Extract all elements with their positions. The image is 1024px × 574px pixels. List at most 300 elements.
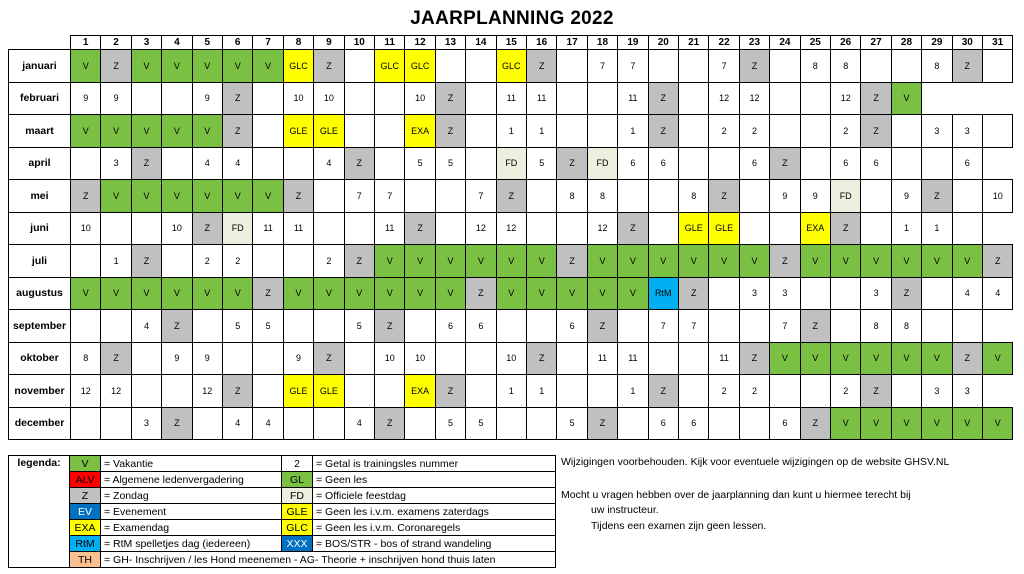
day-cell bbox=[344, 49, 375, 83]
day-header: 1 bbox=[70, 35, 101, 50]
day-header: 27 bbox=[860, 35, 891, 50]
legend-text: = Vakantie bbox=[100, 455, 282, 472]
day-cell: 4 bbox=[952, 277, 983, 311]
day-cell bbox=[374, 82, 405, 116]
day-cell bbox=[526, 212, 557, 246]
day-cell: 7 bbox=[769, 309, 800, 343]
day-cell bbox=[982, 49, 1013, 83]
day-cell: FD bbox=[587, 147, 618, 181]
day-cell: V bbox=[161, 277, 192, 311]
legend-label: legenda: bbox=[8, 455, 70, 568]
day-cell: V bbox=[830, 244, 861, 278]
day-cell: V bbox=[860, 407, 891, 441]
day-cell: V bbox=[800, 342, 831, 376]
day-cell: 3 bbox=[952, 374, 983, 408]
day-cell bbox=[496, 407, 527, 441]
day-cell: Z bbox=[891, 277, 922, 311]
day-header: 8 bbox=[283, 35, 314, 50]
day-cell: 11 bbox=[283, 212, 314, 246]
day-cell: V bbox=[222, 277, 253, 311]
day-cell: Z bbox=[435, 82, 466, 116]
day-cell: 12 bbox=[587, 212, 618, 246]
day-cell: 3 bbox=[952, 114, 983, 148]
day-cell: 2 bbox=[222, 244, 253, 278]
day-cell bbox=[252, 147, 283, 181]
day-cell bbox=[404, 309, 435, 343]
day-cell: Z bbox=[617, 212, 648, 246]
day-cell: V bbox=[708, 244, 739, 278]
day-cell: 7 bbox=[708, 49, 739, 83]
day-cell: 8 bbox=[830, 49, 861, 83]
day-cell: V bbox=[496, 244, 527, 278]
day-cell bbox=[404, 179, 435, 213]
day-header: 9 bbox=[313, 35, 344, 50]
legend-code: XXX bbox=[281, 535, 313, 552]
day-cell: V bbox=[192, 277, 223, 311]
day-header: 18 bbox=[587, 35, 618, 50]
month-label: oktober bbox=[8, 342, 71, 376]
day-cell bbox=[769, 212, 800, 246]
day-cell: Z bbox=[100, 342, 131, 376]
day-cell: V bbox=[404, 244, 435, 278]
day-cell bbox=[617, 407, 648, 441]
day-cell: 10 bbox=[70, 212, 101, 246]
day-cell bbox=[860, 49, 891, 83]
day-cell: 2 bbox=[192, 244, 223, 278]
day-cell bbox=[100, 212, 131, 246]
day-cell: V bbox=[192, 179, 223, 213]
day-cell: V bbox=[891, 342, 922, 376]
day-cell: V bbox=[952, 407, 983, 441]
legend-code: RtM bbox=[69, 535, 101, 552]
day-cell bbox=[526, 407, 557, 441]
day-cell: Z bbox=[131, 244, 162, 278]
month-label: februari bbox=[8, 82, 71, 116]
day-header: 14 bbox=[465, 35, 496, 50]
day-cell: Z bbox=[465, 277, 496, 311]
day-cell: 10 bbox=[404, 342, 435, 376]
day-cell: 6 bbox=[769, 407, 800, 441]
day-cell bbox=[860, 212, 891, 246]
day-cell bbox=[860, 179, 891, 213]
day-cell: 12 bbox=[496, 212, 527, 246]
day-cell: Z bbox=[435, 114, 466, 148]
day-header: 13 bbox=[435, 35, 466, 50]
day-cell bbox=[192, 309, 223, 343]
day-cell: 3 bbox=[921, 374, 952, 408]
day-cell: 8 bbox=[891, 309, 922, 343]
day-cell: 6 bbox=[556, 309, 587, 343]
day-header: 6 bbox=[222, 35, 253, 50]
day-cell: V bbox=[891, 82, 922, 116]
day-cell: Z bbox=[344, 147, 375, 181]
day-cell: 8 bbox=[800, 49, 831, 83]
day-cell: 6 bbox=[952, 147, 983, 181]
day-cell: 9 bbox=[192, 342, 223, 376]
day-cell: V bbox=[70, 114, 101, 148]
day-cell: 10 bbox=[982, 179, 1013, 213]
day-cell bbox=[526, 179, 557, 213]
day-cell bbox=[952, 179, 983, 213]
day-cell: 7 bbox=[465, 179, 496, 213]
day-cell: V bbox=[192, 114, 223, 148]
day-cell bbox=[344, 82, 375, 116]
day-cell: 6 bbox=[465, 309, 496, 343]
day-cell: Z bbox=[800, 407, 831, 441]
day-cell: 7 bbox=[617, 49, 648, 83]
day-cell: 12 bbox=[192, 374, 223, 408]
legend-text: = Officiele feestdag bbox=[312, 487, 556, 504]
day-cell: Z bbox=[192, 212, 223, 246]
day-cell: Z bbox=[435, 374, 466, 408]
day-header: 19 bbox=[617, 35, 648, 50]
day-cell: Z bbox=[313, 49, 344, 83]
day-cell: V bbox=[374, 244, 405, 278]
day-header: 21 bbox=[678, 35, 709, 50]
day-cell: V bbox=[678, 244, 709, 278]
day-cell bbox=[800, 82, 831, 116]
legend-code: V bbox=[69, 455, 101, 472]
day-cell bbox=[465, 147, 496, 181]
day-cell bbox=[252, 244, 283, 278]
day-cell: 10 bbox=[283, 82, 314, 116]
legend-code: EXA bbox=[69, 519, 101, 536]
day-cell: 1 bbox=[526, 114, 557, 148]
day-cell bbox=[708, 277, 739, 311]
day-cell bbox=[891, 114, 922, 148]
day-cell bbox=[952, 212, 983, 246]
legend-code: FD bbox=[281, 487, 313, 504]
page-title: JAARPLANNING 2022 bbox=[410, 8, 614, 29]
day-cell: 5 bbox=[344, 309, 375, 343]
day-cell: V bbox=[587, 244, 618, 278]
day-cell: V bbox=[739, 244, 770, 278]
day-cell bbox=[708, 309, 739, 343]
day-cell: 4 bbox=[131, 309, 162, 343]
day-cell: Z bbox=[678, 277, 709, 311]
day-cell: V bbox=[131, 179, 162, 213]
day-cell: GLE bbox=[283, 114, 314, 148]
day-cell bbox=[952, 309, 983, 343]
day-cell bbox=[921, 309, 952, 343]
day-cell: V bbox=[70, 277, 101, 311]
day-cell bbox=[526, 309, 557, 343]
legend-text: = Geen les bbox=[312, 471, 556, 488]
day-cell bbox=[283, 244, 314, 278]
day-cell bbox=[131, 82, 162, 116]
month-label: april bbox=[8, 147, 71, 181]
month-label: augustus bbox=[8, 277, 71, 311]
day-cell: V bbox=[921, 342, 952, 376]
day-cell bbox=[465, 374, 496, 408]
day-cell: 5 bbox=[556, 407, 587, 441]
day-cell: 3 bbox=[921, 114, 952, 148]
day-cell bbox=[252, 82, 283, 116]
day-cell bbox=[100, 309, 131, 343]
day-cell: 3 bbox=[131, 407, 162, 441]
day-cell bbox=[830, 309, 861, 343]
day-cell: V bbox=[982, 342, 1013, 376]
day-cell: 11 bbox=[252, 212, 283, 246]
day-cell: V bbox=[830, 342, 861, 376]
day-cell: 8 bbox=[587, 179, 618, 213]
month-label: mei bbox=[8, 179, 71, 213]
day-cell: 5 bbox=[435, 147, 466, 181]
day-cell: V bbox=[496, 277, 527, 311]
day-cell: V bbox=[526, 244, 557, 278]
day-cell bbox=[374, 374, 405, 408]
day-cell: GLC bbox=[404, 49, 435, 83]
day-cell: FD bbox=[830, 179, 861, 213]
day-cell: 12 bbox=[708, 82, 739, 116]
day-cell: Z bbox=[587, 407, 618, 441]
day-header: 29 bbox=[921, 35, 952, 50]
legend-code: 2 bbox=[281, 455, 313, 472]
day-cell bbox=[283, 309, 314, 343]
day-cell: 9 bbox=[70, 82, 101, 116]
day-cell: V bbox=[921, 407, 952, 441]
day-cell: 6 bbox=[860, 147, 891, 181]
legend-code: TH bbox=[69, 551, 101, 568]
day-cell: 5 bbox=[465, 407, 496, 441]
day-cell bbox=[678, 114, 709, 148]
day-cell: Z bbox=[283, 179, 314, 213]
day-cell: 7 bbox=[344, 179, 375, 213]
day-cell: 11 bbox=[587, 342, 618, 376]
day-cell: 6 bbox=[830, 147, 861, 181]
day-header: 30 bbox=[952, 35, 983, 50]
legend-text: = BOS/STR - bos of strand wandeling bbox=[312, 535, 556, 552]
day-cell: 2 bbox=[830, 374, 861, 408]
month-label: november bbox=[8, 374, 71, 408]
day-cell: 10 bbox=[313, 82, 344, 116]
day-cell: EXA bbox=[800, 212, 831, 246]
day-cell: 2 bbox=[708, 114, 739, 148]
day-cell: V bbox=[587, 277, 618, 311]
day-cell bbox=[921, 277, 952, 311]
day-cell: V bbox=[435, 244, 466, 278]
day-cell: GLC bbox=[283, 49, 314, 83]
day-cell: 1 bbox=[617, 374, 648, 408]
day-cell: Z bbox=[161, 309, 192, 343]
day-cell: V bbox=[100, 114, 131, 148]
day-header: 2 bbox=[100, 35, 131, 50]
day-cell: V bbox=[131, 277, 162, 311]
day-cell: 8 bbox=[70, 342, 101, 376]
day-cell bbox=[587, 374, 618, 408]
day-cell bbox=[556, 212, 587, 246]
day-cell bbox=[739, 179, 770, 213]
day-cell bbox=[708, 407, 739, 441]
day-cell: V bbox=[769, 342, 800, 376]
day-cell: V bbox=[556, 277, 587, 311]
day-cell: 12 bbox=[100, 374, 131, 408]
day-cell bbox=[100, 407, 131, 441]
day-cell bbox=[70, 407, 101, 441]
legend-text: = Zondag bbox=[100, 487, 282, 504]
day-cell: V bbox=[100, 179, 131, 213]
legend-text: = Geen les i.v.m. examens zaterdags bbox=[312, 503, 556, 520]
day-cell: 12 bbox=[70, 374, 101, 408]
day-cell bbox=[556, 49, 587, 83]
day-cell: Z bbox=[860, 82, 891, 116]
day-cell: V bbox=[283, 277, 314, 311]
day-cell: Z bbox=[222, 374, 253, 408]
day-cell: 9 bbox=[100, 82, 131, 116]
day-cell bbox=[374, 147, 405, 181]
day-cell: Z bbox=[161, 407, 192, 441]
day-cell: V bbox=[313, 277, 344, 311]
note-exams: Tijdens een examen zijn geen lessen. bbox=[591, 520, 767, 532]
day-cell bbox=[70, 309, 101, 343]
day-cell: V bbox=[131, 49, 162, 83]
day-cell: 11 bbox=[617, 82, 648, 116]
day-header: 3 bbox=[131, 35, 162, 50]
day-cell bbox=[708, 147, 739, 181]
day-cell bbox=[556, 82, 587, 116]
day-cell: 5 bbox=[435, 407, 466, 441]
day-cell bbox=[252, 114, 283, 148]
day-cell: 6 bbox=[435, 309, 466, 343]
day-cell: V bbox=[222, 179, 253, 213]
day-cell bbox=[891, 147, 922, 181]
day-cell: V bbox=[617, 277, 648, 311]
day-cell: 11 bbox=[617, 342, 648, 376]
day-cell: 1 bbox=[921, 212, 952, 246]
day-cell: V bbox=[131, 114, 162, 148]
day-cell bbox=[648, 342, 679, 376]
day-cell: Z bbox=[739, 342, 770, 376]
day-cell: 9 bbox=[161, 342, 192, 376]
day-cell: Z bbox=[70, 179, 101, 213]
day-cell: V bbox=[465, 244, 496, 278]
day-cell bbox=[313, 407, 344, 441]
day-cell: Z bbox=[344, 244, 375, 278]
day-cell: 10 bbox=[161, 212, 192, 246]
day-cell: 7 bbox=[648, 309, 679, 343]
day-cell bbox=[617, 179, 648, 213]
day-cell: V bbox=[982, 407, 1013, 441]
legend-text: = Getal is trainingsles nummer bbox=[312, 455, 556, 472]
day-cell: Z bbox=[252, 277, 283, 311]
day-cell bbox=[161, 244, 192, 278]
day-cell: GLE bbox=[708, 212, 739, 246]
day-cell: 3 bbox=[739, 277, 770, 311]
day-cell: V bbox=[891, 407, 922, 441]
legend-text: = GH- Inschrijven / les Hond meenemen - AG- Theorie + inschrijven hond thuis laten bbox=[100, 551, 556, 568]
day-cell bbox=[465, 49, 496, 83]
day-cell: V bbox=[161, 49, 192, 83]
day-cell: 7 bbox=[374, 179, 405, 213]
legend-code: GLC bbox=[281, 519, 313, 536]
day-cell: 8 bbox=[678, 179, 709, 213]
month-label: juli bbox=[8, 244, 71, 278]
day-header: 31 bbox=[982, 35, 1013, 50]
day-cell: Z bbox=[374, 407, 405, 441]
day-cell bbox=[131, 374, 162, 408]
day-cell: V bbox=[526, 277, 557, 311]
day-cell: Z bbox=[222, 114, 253, 148]
day-cell bbox=[556, 114, 587, 148]
day-cell: V bbox=[192, 49, 223, 83]
day-cell: 1 bbox=[617, 114, 648, 148]
day-header: 4 bbox=[161, 35, 192, 50]
day-cell: Z bbox=[648, 82, 679, 116]
day-header: 25 bbox=[800, 35, 831, 50]
day-cell: 4 bbox=[192, 147, 223, 181]
day-cell: 9 bbox=[769, 179, 800, 213]
month-label: maart bbox=[8, 114, 71, 148]
legend-text: = Evenement bbox=[100, 503, 282, 520]
day-cell: 6 bbox=[739, 147, 770, 181]
day-header: 11 bbox=[374, 35, 405, 50]
day-cell: Z bbox=[556, 244, 587, 278]
day-cell bbox=[131, 342, 162, 376]
day-cell bbox=[435, 342, 466, 376]
day-cell: Z bbox=[769, 244, 800, 278]
day-cell: V bbox=[435, 277, 466, 311]
day-cell bbox=[769, 49, 800, 83]
day-cell: V bbox=[161, 114, 192, 148]
day-cell bbox=[313, 212, 344, 246]
day-cell: 6 bbox=[617, 147, 648, 181]
day-cell bbox=[283, 407, 314, 441]
legend-text: = Algemene ledenvergadering bbox=[100, 471, 282, 488]
day-cell: 11 bbox=[526, 82, 557, 116]
day-header: 12 bbox=[404, 35, 435, 50]
day-cell: 1 bbox=[891, 212, 922, 246]
day-cell bbox=[556, 374, 587, 408]
day-cell bbox=[344, 342, 375, 376]
day-cell: V bbox=[252, 49, 283, 83]
day-cell bbox=[70, 147, 101, 181]
day-header: 15 bbox=[496, 35, 527, 50]
day-cell: Z bbox=[556, 147, 587, 181]
day-cell bbox=[982, 114, 1013, 148]
day-cell: 5 bbox=[222, 309, 253, 343]
day-cell: V bbox=[374, 277, 405, 311]
day-cell: 11 bbox=[496, 82, 527, 116]
day-cell bbox=[617, 309, 648, 343]
day-cell: 8 bbox=[921, 49, 952, 83]
day-cell bbox=[465, 114, 496, 148]
note-changes: Wijzigingen voorbehouden. Kijk voor eventuele wijzigingen op de website GHSV.NL bbox=[561, 456, 950, 468]
day-cell bbox=[313, 179, 344, 213]
day-cell: 12 bbox=[739, 82, 770, 116]
day-cell: GLE bbox=[678, 212, 709, 246]
day-cell: Z bbox=[921, 179, 952, 213]
day-cell bbox=[435, 49, 466, 83]
day-cell: 9 bbox=[891, 179, 922, 213]
day-cell bbox=[344, 374, 375, 408]
day-cell bbox=[344, 114, 375, 148]
day-cell bbox=[252, 374, 283, 408]
day-header: 22 bbox=[708, 35, 739, 50]
day-cell bbox=[739, 309, 770, 343]
day-cell bbox=[921, 147, 952, 181]
day-header: 5 bbox=[192, 35, 223, 50]
day-header: 16 bbox=[526, 35, 557, 50]
day-cell: V bbox=[921, 244, 952, 278]
day-cell: GLE bbox=[313, 114, 344, 148]
day-cell: Z bbox=[131, 147, 162, 181]
day-header: 17 bbox=[556, 35, 587, 50]
day-cell: 12 bbox=[465, 212, 496, 246]
day-cell bbox=[161, 147, 192, 181]
day-cell bbox=[465, 82, 496, 116]
day-header: 24 bbox=[769, 35, 800, 50]
day-cell bbox=[161, 374, 192, 408]
